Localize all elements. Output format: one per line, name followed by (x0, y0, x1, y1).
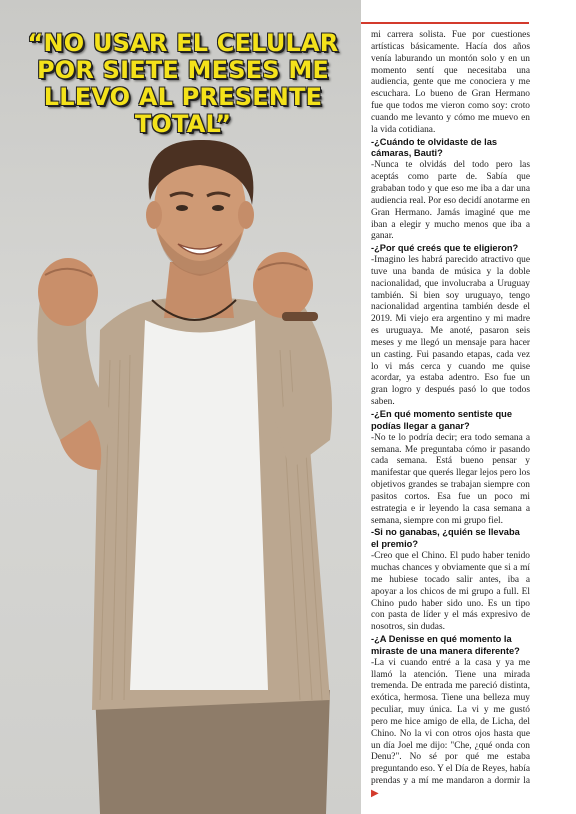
answer-text: -La vi cuando entré a la casa y ya me llamó la atención. Tiene una mirada tremenda. De entrada me pareció distinta, exótica, hermosa. Tiene una belleza muy peculiar, muy única. La vi y me gustó pero me hice amigo de ella, de Licha, del Chino. No la vi con otros ojos hasta que un día Joel me dijo: "Che, ¿qué onda con Denu?". No sé por qué me estaba preguntando eso. Y el Día de Reyes, había prendas y a mí me mandaron a dormir la (371, 657, 530, 787)
answer-paragraph: -No te lo podría decir; era todo semana a semana. Me preguntaba cómo ir pasando cada semana. Está bueno pensar y manifestar que querés llegar lejos pero los objetivos grandes se trabajan siempre con pasitos cortos. Esa fue un poco mi estrategia e ir leyendo la casa semana a semana, siempre con mi grupo fiel. (371, 432, 530, 526)
answer-paragraph: -Creo que el Chino. El pudo haber tenido muchas chances y obviamente que si a mí me hubiese tocado salir antes, iba a apoyar a los chicos de mi grupo a full. El Chino pudo haber sido uno. Es un tipo con pasta de líder y el más expresivo de nosotros, sin dudas. (371, 551, 530, 633)
accent-rule (361, 22, 529, 24)
question-heading: -¿En qué momento sentiste que podías llegar a ganar? (371, 409, 513, 431)
question-heading: -¿A Denisse en qué momento la miraste de una manera diferente? (371, 634, 520, 656)
continue-arrow-icon: ▶ (371, 788, 379, 799)
answer-paragraph: -Nunca te olvidás del todo pero las aceptás como parte de. Sabía que grababan todo y que eso me iba a dar una audiencia real. Por eso decidí anotarme en Gran Hermano. Jamás imaginé que me iban a elegir y mucho menos que iba a ganar. (371, 160, 530, 242)
answer-paragraph: -Imagino les habrá parecido atractivo que tuve una banda de música y la doble nacionalidad, que involucraba a Uruguay también. Si bien soy uruguayo, tengo nacionalidad argentina también desde el 2019. Mi viejo era argentino y mi madre es uruguaya. Me anoté, pasaron seis meses y me llegó un mensaje para hacer un casting. Fui pasando etapas, cada vez lo vi más cerca y cuando me quise acordar, ya estaba adentro. Eso fue un gran logro y después pasó lo que todos saben. (371, 255, 530, 408)
question-heading: -Si no ganabas, ¿quién se llevaba el premio? (371, 527, 520, 550)
article-body (371, 30, 530, 801)
question-heading: -¿Por qué creés que te eligieron? (371, 243, 519, 254)
answer-paragraph: mi carrera solista. Fue por cuestiones artísticas básicamente. Hacía dos años venía laburando un montón solo y en un momento sentí que necesitaba una audiencia, gente que me conociera y me escuchara. Lo bueno de Gran Hermano fue que todos me vieron como soy: croto cuando me levanto y cómo me muevo en la vida cotidiana. (371, 30, 530, 135)
question-heading: -¿Cuándo te olvidaste de las cámaras, Bauti? (371, 136, 498, 159)
headline: “NO USAR EL CELULAR POR SIETE MESES ME LLEVO AL PRESENTE TOTAL” (27, 29, 339, 138)
answer-paragraph (371, 658, 530, 801)
